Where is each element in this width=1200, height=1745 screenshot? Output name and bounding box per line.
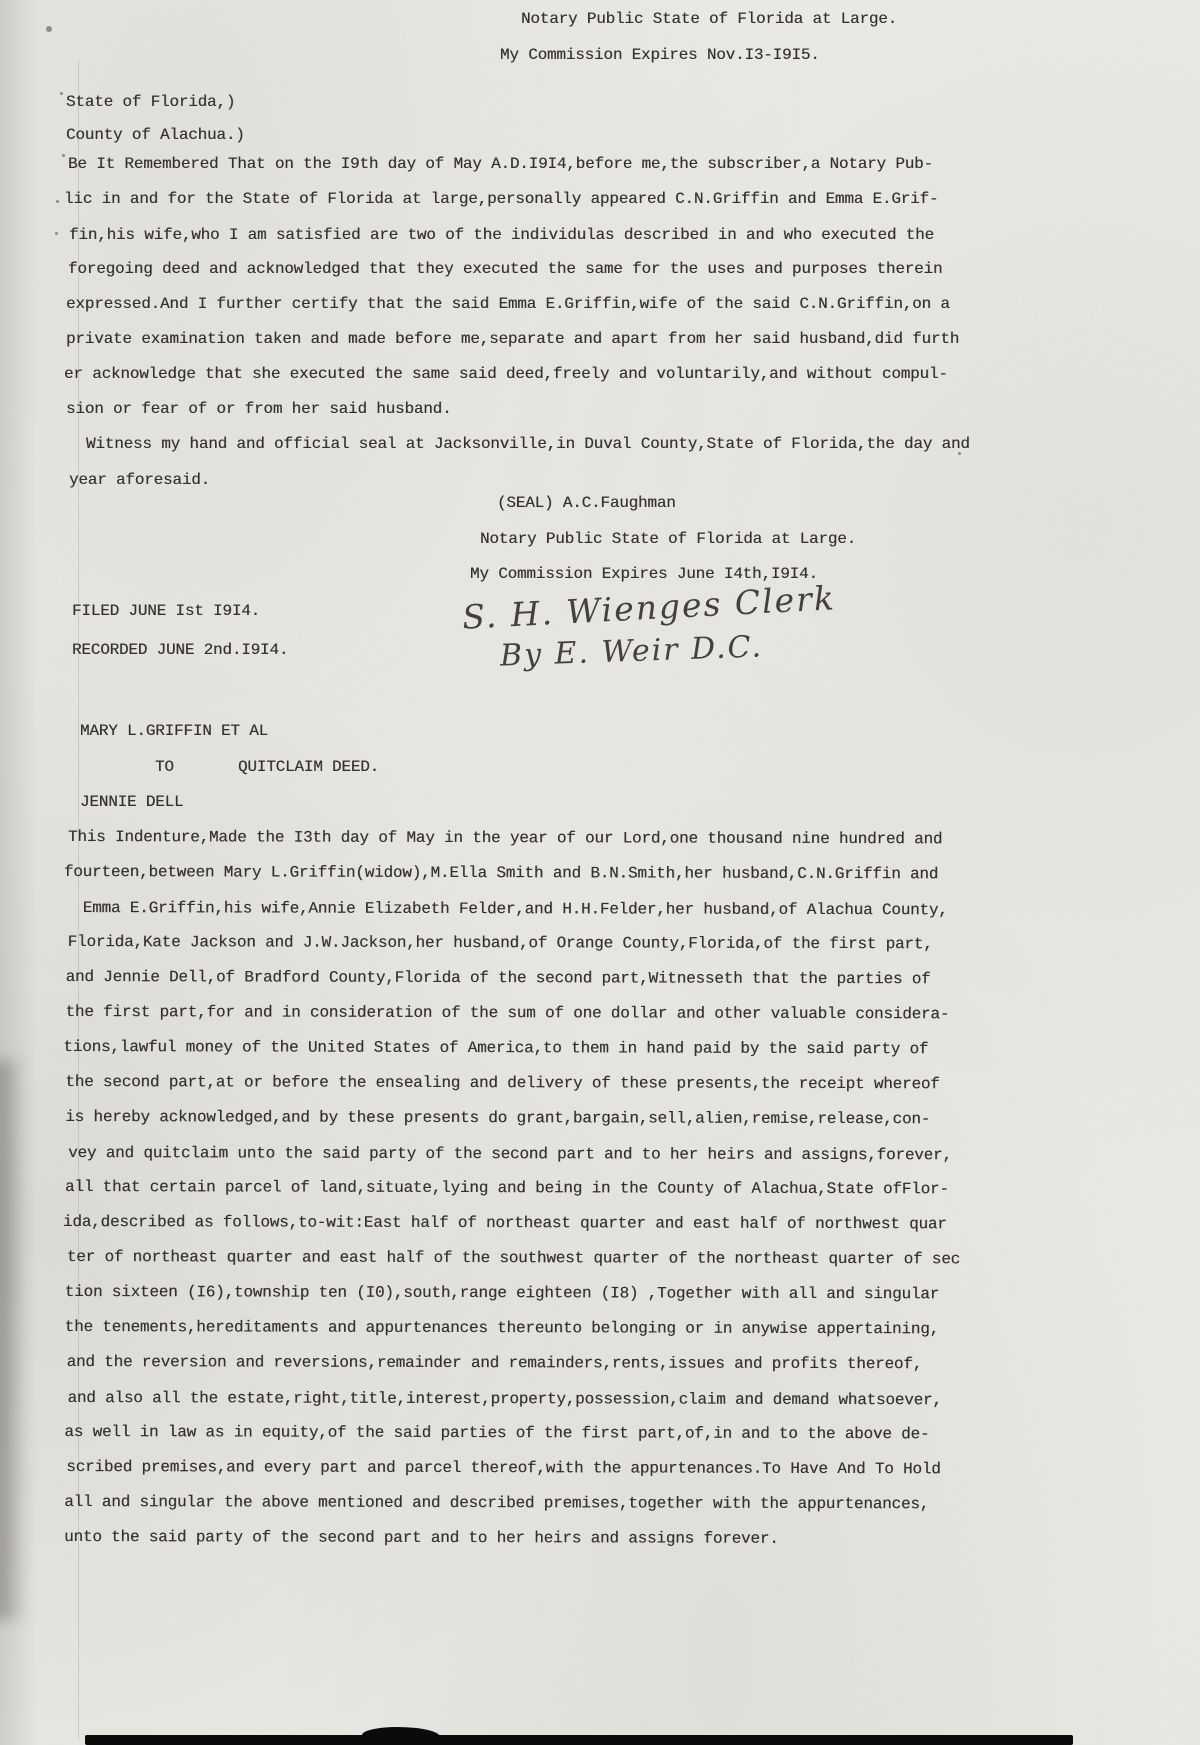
typed-line: er acknowledge that she executed the same said deed,freely and voluntarily,and without compul-: [64, 365, 948, 383]
scan-edge-bar: [85, 1735, 1073, 1745]
typed-line: Be It Remembered That on the I9th day of May A.D.I9I4,before me,the subscriber,a Notary Pub-: [68, 155, 933, 173]
notary-header-line-2: My Commission Expires Nov.I3-I9I5.: [500, 46, 820, 64]
party-one-name: MARY L.GRIFFIN ET AL: [80, 722, 269, 740]
scan-speck: [55, 232, 58, 235]
typed-line: Emma E.Griffin,his wife,Annie Elizabeth Felder,and H.H.Felder,her husband,of Alachua County,: [82, 899, 948, 920]
typed-line: lic in and for the State of Florida at large,personally appeared C.N.Griffin and Emma E.Grif-: [64, 190, 939, 208]
typed-line: and also all the estate,right,title,interest,property,possession,claim and demand whatsoever,: [67, 1389, 942, 1410]
gutter-smudge: [0, 1060, 26, 1620]
typed-line: Witness my hand and official seal at Jacksonville,in Duval County,State of Florida,the day and: [86, 435, 970, 453]
scan-speck: [46, 26, 52, 32]
seal-signature-line: (SEAL) A.C.Faughman: [497, 494, 676, 512]
deed-body-paragraph: [64, 820, 959, 1557]
typed-line: the first part,for and in consideration of the sum of one dollar and other valuable considera-: [65, 1002, 950, 1024]
typed-line: tions,lawful money of the United States of America,to them in hand paid by the said party of: [63, 1037, 929, 1059]
scan-edge-blob: [362, 1727, 440, 1745]
jurisdiction-caption: [66, 86, 245, 152]
typed-line: as well in law as in equity,of the said parties of the first part,of,in and to the above de-: [64, 1422, 930, 1444]
typed-line: vey and quitclaim unto the said party of the second part and to her heirs and assigns,forever,: [68, 1144, 952, 1165]
typed-line: year aforesaid.: [69, 471, 211, 489]
typed-line: expressed.And I further certify that the said Emma E.Griffin,wife of the said C.N.Griffin,on a: [66, 295, 950, 313]
to-label: TO: [155, 758, 174, 776]
typed-line: and Jennie Dell,of Bradford County,Florida of the second part,Witnesseth that the parties of: [65, 967, 931, 989]
scan-speck: [56, 200, 59, 203]
typed-line: all that certain parcel of land,situate,lying and being in the County of Alachua,State ofFlor-: [65, 1177, 949, 1199]
clerk-signature: S. H. Wienges Clerk: [461, 578, 837, 637]
typed-line: fin,his wife,who I am satisfied are two of the individulas described in and who executed the: [69, 226, 934, 244]
commission-expiry-line: My Commission Expires June I4th,I9I4.: [470, 565, 818, 583]
typed-line: ida,described as follows,to-wit:East half of northeast quarter and east half of northwest quar: [62, 1212, 947, 1234]
party-two-name: JENNIE DELL: [80, 793, 184, 811]
notary-title-line: Notary Public State of Florida at Large.: [480, 530, 857, 548]
deputy-clerk-signature: By E. Weir D.C.: [499, 629, 764, 674]
typed-line: This Indenture,Made the I3th day of May in the year of our Lord,one thousand nine hundred and: [67, 828, 943, 849]
typed-line: scribed premises,and every part and parcel thereof,with the appurtenances.To Have And To Hold: [66, 1458, 941, 1479]
typed-line: foregoing deed and acknowledged that they executed the same for the uses and purposes therein: [68, 260, 943, 278]
typed-line: Florida,Kate Jackson and J.W.Jackson,her husband,of Orange County,Florida,of the first part,: [67, 933, 933, 954]
document-type-label: QUITCLAIM DEED.: [238, 758, 380, 776]
typed-line: the second part,at or before the ensealing and delivery of these presents,the receipt whereof: [65, 1072, 940, 1094]
typed-line: tion sixteen (I6),township ten (I0),south,range eighteen (I8) ,Together with all and singular: [64, 1282, 940, 1304]
caption-line: County of Alachua.): [66, 126, 245, 144]
typed-line: ter of northeast quarter and east half of the southwest quarter of the northeast quarter of sec: [66, 1248, 961, 1269]
typed-line: fourteen,between Mary L.Griffin(widow),M.Ella Smith and B.N.Smith,her husband,C.N.Griffin and: [63, 862, 939, 884]
typed-line: sion or fear of or from her said husband.: [66, 400, 452, 418]
scan-speck: [60, 92, 63, 95]
typed-line: and the reversion and reversions,remainder and remainders,rents,issues and profits thereof,: [66, 1353, 923, 1374]
typed-line: the tenements,hereditaments and appurtenances thereunto belonging or in anywise appertaining,: [64, 1317, 940, 1339]
typed-line: all and singular the above mentioned and described premises,together with the appurtenances,: [64, 1492, 930, 1514]
typed-line: is hereby acknowledged,and by these presents do grant,bargain,sell,alien,remise,release,con-: [65, 1107, 931, 1129]
caption-line: State of Florida,): [66, 93, 236, 111]
typed-line: unto the said party of the second part and to her heirs and assigns forever.: [64, 1527, 779, 1548]
acknowledgment-paragraph: [66, 147, 970, 497]
scan-speck: [62, 154, 65, 157]
filed-date-line: FILED JUNE Ist I9I4.: [72, 602, 261, 620]
typed-line: private examination taken and made before me,separate and apart from her said husband,did furth: [66, 330, 960, 348]
notary-header-line-1: Notary Public State of Florida at Large.: [521, 10, 898, 28]
recorded-date-line: RECORDED JUNE 2nd.I9I4.: [72, 641, 289, 659]
